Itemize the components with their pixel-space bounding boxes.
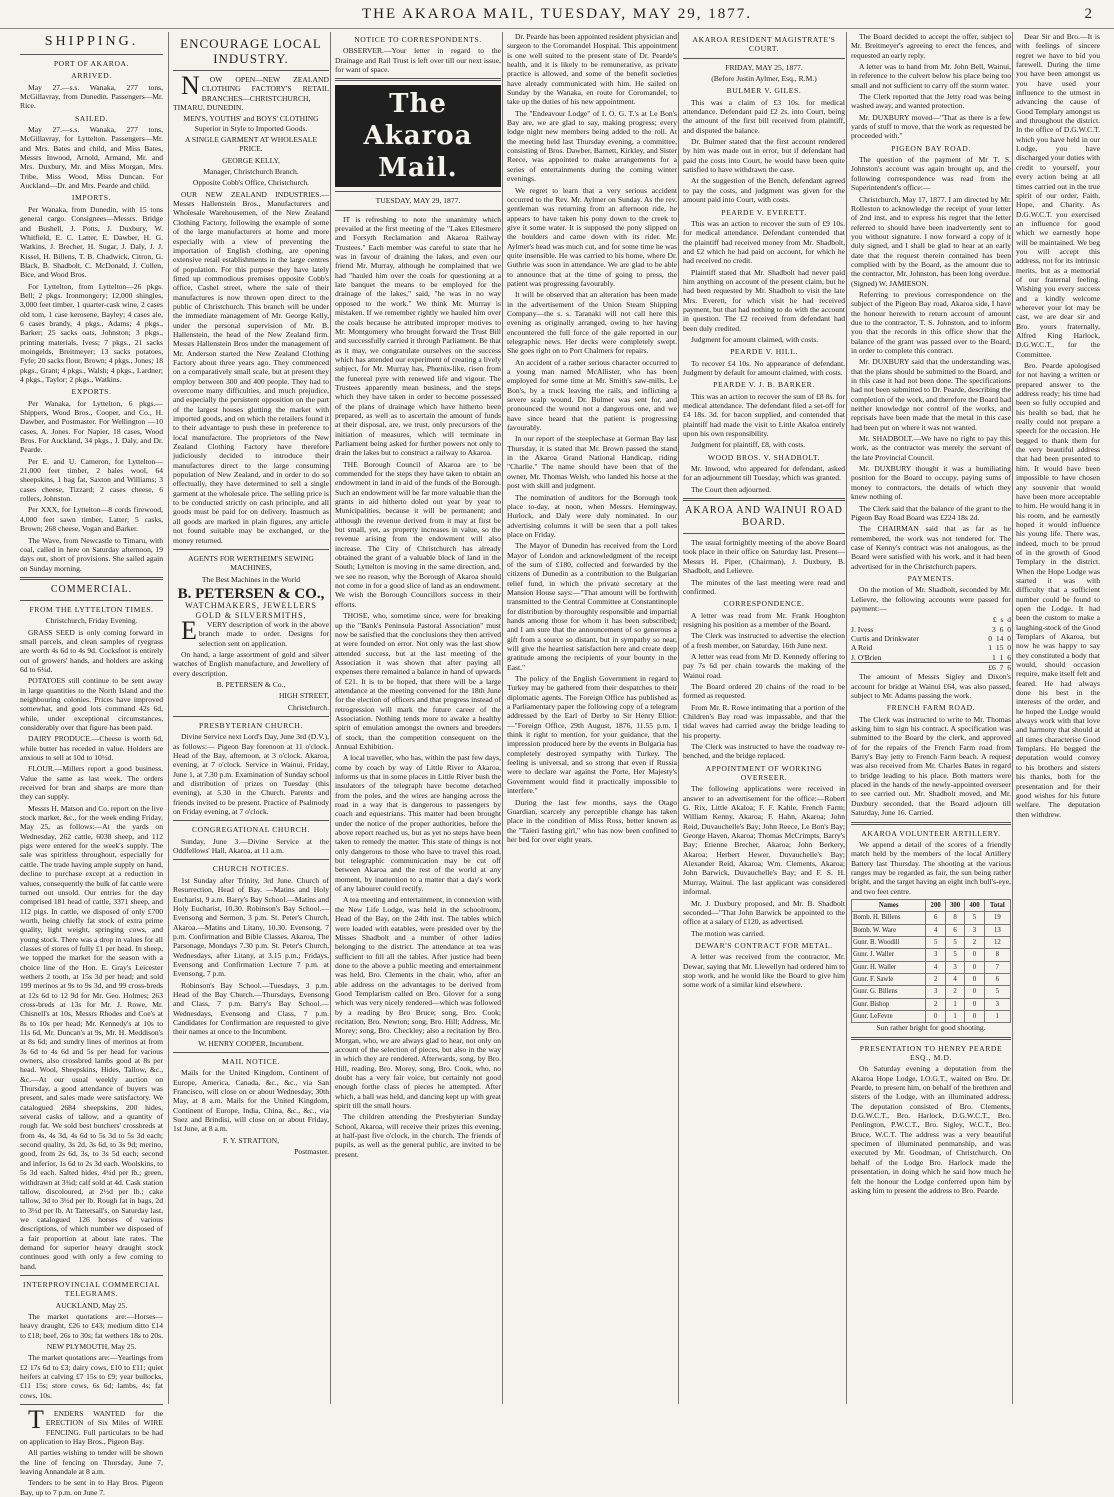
court-heading: AKAROA RESIDENT MAGISTRATE'S COURT. [692, 35, 836, 54]
road-board-text: The Board decided to accept the offer, subject to Mr. Breitmeyer's agreeing to erect the fences, and requested an early reply. [851, 32, 1011, 60]
col-400: 400 [965, 899, 984, 911]
divider [173, 820, 329, 821]
score-cell-a: 2 [926, 998, 945, 1010]
page-header-title: THE AKAROA MAIL, TUESDAY, MAY 29, 1877. [362, 6, 752, 22]
score-cell-name: Gunr. H. Waller [852, 961, 926, 973]
column-presentation-cont [1012, 32, 1103, 1404]
score-cell-t: 5 [984, 986, 1010, 998]
score-cell-name: Gunr. G. Billens [852, 986, 926, 998]
commercial-text: FLOUR.—Millers report a good business. Value the same as last week. The orders received for bran and sharps are more than they can supply. [20, 764, 163, 802]
road-board-text: The motion was carried. [691, 928, 765, 938]
score-cell-t: 13 [984, 924, 1010, 936]
petersen-body-2: On hand, a large assortment of gold and silver watches of English manufacture, and Jewellery of every description. [173, 649, 329, 678]
divider [20, 1275, 163, 1276]
col-300: 300 [945, 899, 964, 911]
divider [173, 549, 329, 550]
score-cell-t: 3 [984, 998, 1010, 1010]
encourage-heading: ENCOURAGE LOCAL INDUSTRY. [180, 36, 322, 66]
payments-heading: PAYMENTS. [907, 573, 955, 583]
road-board-text: Mr. DUXBURY said that the understanding was, that the plans should be submitted to the Board, and in this case it had not been done. The specifications had not been submitted to Dr. Pearde, describing the completion of the work, and therefore the Board had neither knowledge nor control of the works, and reprisals have been made that the metal in this case had been put on where it was not wanted. [851, 357, 1011, 432]
road-board-text: The question of the payment of Mr T. S. Johnston's account was again brought up, and the following correspondence was read from the Superintendent's office:— [851, 155, 1011, 193]
score-cell-c: 3 [965, 924, 984, 936]
col-pounds: £ [992, 615, 997, 625]
payments-col-header [851, 615, 1011, 624]
score-cell-t: 7 [984, 961, 1010, 973]
payments-intro: On the motion of Mr. Shadbolt, seconded by Mr. Lelievre, the following accounts were passed for payment:— [851, 585, 1011, 613]
exports-heading: EXPORTS. [71, 387, 112, 397]
score-cell-a: 4 [926, 961, 945, 973]
case-text: This was an action to recover the sum of £8 8s. for medical attendance. The defendant filed a set-off for £4 18s. 3d. for bacon supplied, and contended that plaintiff had made the visit to Little Akaloa entirely upon his own responsibility. [683, 391, 845, 439]
leader-paragraph: THOSE, who, sometime since, were for breaking up the "Bank's Peninsula Pastoral Association" must now be satisfied that the conclusions they then arrived at were founded on error. Not only was the last show attended success, but at the last meeting of the Association it was shown that after paying all expenses there remained a balance in hand of upwards of £21. It is to be hoped, that there will be a large attendance at the meeting convened for the 18th June for the election of officers and that progress instead of retrogression will mark the future career of the Association. Nothing tends more to awake a healthy spirit of emulation amongst the owners and breeders of stock, than the competition consequent on the Annual Exhibition. [335, 611, 501, 751]
payments-text: The Clerk was instructed to write to Mr. Thomas asking him to sign his contract. A specification was submitted to the Board by the clerk, and approved of for the repairs of the French Farm road from Barry's Bay jetty to French Farm beach. A request was also received from Mr. Charles Bates in regard to bridge leading to his place. Both matters were placed in the hands of the newly-appointed overseer to see carried out. Mr. Shadbolt moved, and Mr. Duxbury seconded, that the Board adjourn till Saturday, June 16. Carried. [851, 714, 1011, 818]
score-table [851, 899, 1011, 1023]
amount-pence: 0 [1007, 643, 1011, 653]
divider [20, 600, 163, 601]
score-cell-name: Gunr. LeFevre [852, 1011, 926, 1023]
arrived-text: May 27.—s.s. Wanaka, 277 tons, McGillavray, from Dunedin. Passengers—Mr. Rice. [20, 82, 163, 111]
congregational-heading: CONGREGATIONAL CHURCH. [192, 825, 310, 835]
col-total: Total [984, 899, 1010, 911]
score-cell-a: 2 [926, 973, 945, 985]
case-text: The Court then adjourned. [691, 484, 772, 494]
subheading: FRENCH FARM ROAD. [886, 703, 976, 713]
news-paragraph: It will be observed that an alteration has been made in the advertisement of the Union Steam Shipping Company—the s. s. Taranaki will not call here this evening as originally arranged, owing to her having encountered the full force of the gale reported in our telegraphic news. Her decks were completely swept. She goes right on to Port Chalmers for repairs. [507, 290, 677, 356]
mail-signature: F. Y. STRATTON, [222, 1135, 279, 1145]
presentation-heading: PRESENTATION TO HENRY PEARDE ESQ., M.D. [859, 1043, 1003, 1063]
port-heading: PORT OF AKAROA. [53, 59, 130, 68]
amount-pounds: 1 [992, 652, 996, 662]
telegrams-heading: INTERPROVINCIAL COMMERCIAL TELEGRAMS. [22, 1279, 161, 1299]
score-cell-name: Gunr. B. Woodill [852, 936, 926, 948]
telegrams-text: The market quotations are:—Horses—heavy draught, £26 to £43; medium ditto £14 to £18; beef, 26s to 30s; fat wethers 18s to 20s. [20, 1311, 163, 1340]
divider [20, 577, 163, 580]
case-text: This was an action to recover the sum of £9 10s. for medical attendance. Defendant contended that the plaintiff had received money from Mr. Shadbolt, and £2 which he had paid on account, for which he had received no credit. [683, 218, 845, 266]
subheading: PIGEON BAY ROAD. [891, 143, 971, 153]
leader-paragraph: A local traveller, who has, within the past few days, come by coach by way of Little River to Akaroa, informs us that in some places in Little River bush the insulators of the telegraph have become detached from the poles, and the wires are hanging across the road in a way that is dangerous to passengers by coach and equestrians. This matter had been brought under the notice of the proper authorities, before the above report reached us, but as yet no steps have been taken to remedy the matter. This state of things is not only dangerous to those who have to travel this road, but telegraphic communication may be cut off between Akaroa and the rest of the world at any moment, by inattention to a matter that a day's work of any labourer could rectify. [335, 753, 501, 894]
court-before: (Before Justin Aylmer, Esq., R.M.) [711, 74, 817, 84]
total-shillings: 7 [999, 663, 1004, 672]
amount-shillings: 14 [995, 633, 1004, 643]
score-cell-b: 5 [945, 949, 964, 961]
road-board-text: The Clerk was instructed to have the roadway re-benched, and the bridge replaced. [683, 742, 845, 761]
road-board-text: A letter was read from Mr D. Kennedy offering to pay 7s 6d per chain towards the making of the Wainui road. [683, 651, 845, 680]
wertheim-heading: AGENTS FOR WERTHEIM'S SEWING MACHINES, [188, 553, 314, 573]
church-heading: CHURCH NOTICES. [212, 864, 290, 874]
total-pounds: £6 [988, 663, 996, 672]
divider [173, 1052, 329, 1053]
news-paragraph: The "Endeavour Lodge" of I. O. G. T.'s at Le Bon's Bay are, we are glad to say, making progress; every lodge night new members being added to the roll. At the meeting held last Thursday evening, a committee, consisting of Bros. Dawber, Barnett, Kirkley, and Sister Reece, was appointed to make arrangements for a series of entertainments during the coming winter evenings. [507, 108, 677, 184]
news-paragraph: An accident of a rather serious character occurred to a young man named McAllister, who has been employed for some time at Mr. Smith's saw-mills, Le Bon's, by a truck leaving the rails, and inflicting a severe scalp wound. Dr. Bulmer was sent for, and pronounced the wound not a dangerous one, and we have since heard that the patient is progressing favourably. [507, 357, 677, 433]
score-cell-b: 5 [945, 936, 964, 948]
imports-text-2: For Lyttelton, from Lyttelton—26 pkgs. Bell; 2 pkgs. Ironmongery; 12,000 shingles, 3,000 feet timber, 1 quarter-cask wine, 2 cases old tom, 1 case kerosene, Bayley; 4 cases ale, 6 cases brandy, 4 pkgs., Adams; 4 pkgs., Barker; 25 sacks oats, Johnston; 3 pkgs., printing materials, Ivess; 7 pkgs., 21 sacks moingelds, Breitmeyer; 13 sacks potatoes, Fyfe; 20 sacks flour, Brown; 4 pkgs., Jones; 18 pkgs., Grant; 4 pkgs., Walsh; 4 pkgs., Lardner; 4 pkgs., Taylor; 2 pkgs., Watkins. [20, 281, 163, 384]
sailed-heading: SAILED. [74, 113, 109, 123]
case-title: WOOD BROS. V. SHADBOLT. [707, 452, 821, 462]
case-text: Judgment for amount claimed, with costs. [691, 334, 819, 344]
artillery-note: Sun rather bright for good shooting. [876, 1023, 986, 1033]
score-cell-a: 3 [926, 949, 945, 961]
clothing-ad-address: Opposite Cobb's Office, Christchurch. [192, 178, 310, 188]
clothing-ad-manager-title: Manager, Christchurch Branch. [203, 167, 299, 177]
commercial-text: GRASS SEED is only coming forward in small parcels, and clean samples of ryegrass are worth 4s 6d to 4s 9d. Cocksfoot is entirely out of growers' hands, and holders are asking 6d to 6¼d. [20, 627, 163, 674]
score-cell-b: 8 [945, 912, 964, 924]
payments-text: The amount of Messrs Sigley and Dixon's account for bridge at Wainui £64, was also passed, subject to Mr. Adams passing the work. [851, 672, 1011, 701]
mail-body: Mails for the United Kingdom, Continent of Europe, America, Canada, &c., &c., via San Francisco, will close on or about Wednesday, 30th May, at 8 a.m. Mails for the United Kingdom, Continent of Europe, India, China, &c., &c., via Suez and Brindisi, will close on or about Friday, 1st June, at 8 a.m. [173, 1068, 329, 1134]
clothing-ad-manager: GEORGE KELLY, [222, 155, 280, 165]
petersen-body: EVERY description of work in the above branch made to order. Designs for selection sent on application. [181, 615, 329, 648]
news-paragraph: Dr. Pearde has been appointed resident physician and surgeon to the Coromandel Hospital. This appointment is one well suited to the present state of Dr. Pearde's health, and it is likely to be remunerative, as private practice is allowed, and some of the benefit societies have already communicated with him. He sailed on Sunday by the Wanaka, en route for Coromandel, to take up the duties of his new appointment. [507, 32, 677, 107]
page-number: 2 [1084, 6, 1092, 22]
road-board-text: A letter was received from the contractor, Mr. Dewar, saying that Mr. Llewellyn had ordered him to stop work, and he would like the Board to give him some work of a similar kind elsewhere. [683, 952, 845, 990]
road-board-text: Christchurch, May 17, 1877. I am directed by Mr. Rolleston to acknowledge the receipt of your letter of 2nd inst, and to express his regret that the letter referred to should have been inadvertently sent to you without signature. I now forward a copy of it duly signed, and I shall be glad to hear at an early date that the request therein contained has been complied with by the Board, as the amount due to the contractor, Mr. Johnston, has been long overdue. (Signed) W. JAMIESON. [851, 194, 1011, 288]
score-cell-t: 1 [984, 1011, 1010, 1023]
road-board-text: Referring to previous correspondence on the subject of the Pigeon Bay road, Akaroa side, I have the honour herewith to return account of amount due to the contractor, T. S. Johnston, and to inform you that the records in this office show that the balance of the grant was passed over to the Board, in order to complete this contract. [851, 289, 1011, 355]
leader-paragraph: A tea meeting and entertainment, in connexion with the New Life Lodge, was held in the schoolroom, Head of the Bay, on the 24th inst. The tables which were loaded with eatables, were presided over by the Misses Shadbolt and a number of other ladies belonging to the district. The attendance at tea was sufficient to fill all the tables. After justice had been done to the above a public meeting and entertainment was held, Bro. Clements in the chair, who, after an able address on the advantages to be derived from Good Templarism called on Bro. Glover for a song which was very nicely rendered—which was followed by a reading by Bro Bruce; song, Bro. Cook; recitation, Bro. Newton; song, Bro. Hill; Address, Mr. Morey; song, Bro. Checkley; also a recitation by Bro. Morgan, who, we are always glad to hear, not only on account of the selection of pieces, but also in the way in which they are rendered. Afterwards, song, by Bro. Hill, reading, Bro. Morey, song, Bro. Cook, who, no doubt has a very fair voice, but certainly not good enough forthe class of pieces he attempted. After which, a ball was held, and dancing kept up with great spirit till the small hours. [335, 895, 501, 1111]
church-body: 1st Sunday after Trinity, 3rd June. Church of Resurrection, Head of Bay. —Matins and Holy Eucharist, 9 a.m. Barry's Bay School.—Matins and Holy Eucharist, 10.30. Robinson's Bay School.—Evensong and Sermon, 3 p.m. St. Peter's Church, Akaroa.—Matins and Litany, 10.30. Evensong, 7 p.m. Confirmation and Bible Classes. Akaroa, The Parsonage, Mondays 7.30 p.m. St. Peter's Church, Wednesdays, after Litany, at 3.15 p.m.; Fridays, Evensong and Confirmation Lecture 7 p.m. at Evensong, 7 p.m. [173, 875, 329, 979]
clothing-ad-single: A SINGLE GARMENT AT WHOLESALE PRICE. [184, 135, 318, 154]
road-board-text: Mr. SHADBOLT.—We have no right to pay this work, as the contractor was merely the servant of the late Provincial Council. [851, 434, 1011, 462]
presentation-text: Bro. Pearde apologised for not having a written or prepared answer to the address ready; his time had been so fully occupied and his health so bad, that he really could not prepare a speech for the occasion. He begged to thank them for the very beautiful address that had been presented to him. It would have been impossible to have chosen any souvenir that would have been more acceptable to him. He would hang it in his room, and he earnestly hoped it would influence his young life. There was, indeed, much to be proud of in the growth of Good Templary in the district. When the Hope Lodge was started it was with difficulty that a sufficient number could be found to open the Lodge. It had been the custom to make a laughing-stock of the Good Templars of Akaroa, but now he was happy to say they constituted a body that would, should occasion require, make itself felt and feared. He had always done his best in the interests of the order, and he hoped the Lodge would always work with that love and harmony that should at all times characterise Good Templars. He begged the deputation would convey to his brothers and sisters his thanks, both for the presentation and for their good wishes for his future welfare. The deputation then withdrew. [1016, 361, 1100, 819]
score-row [852, 986, 1011, 998]
column-advertisements [168, 32, 333, 1404]
divider [335, 191, 501, 192]
mail-heading: MAIL NOTICE. [222, 1057, 280, 1066]
case-title: PEARDE V. J. B. BARKER. [713, 380, 815, 390]
divider [683, 498, 845, 501]
telegrams-dateline: NEW PLYMOUTH, May 25. [46, 1342, 137, 1351]
column-shipping [20, 32, 167, 1497]
score-row [852, 1011, 1011, 1023]
clothing-ad-body: OUR NEW ZEALAND INDUSTRIES.—Messrs Hallenstein Bros., Manufacturers and Wholesale Warehousemen, of the New Zealand Clothing Factory, following the example of some of the large manufacturers at home and more especially with a view of preventing the importation of English clothing, are opening extensive retail establishments in the large centres of population. For this purpose they have lately fitted up commodious premises opposite Cobb's office, Cashel street, where the sale of their manufactures is now thrown open direct to the public of Christchurch. This branch will be under the immediate management of Mr. George Kelly, under the personal supervision of Mr. B. Hallenstein, the head of the New Zealand firm. Messrs Hallenstein Bros under the management of Mr. Anderson started the New Zealand Clothing Factory about three years ago. They commenced on a comparatively small scale, but at present they employ between 300 and 400 people. They had to overcome many difficulties, and much prejudice, and especially the persistent opposition on the part of the largest houses glutting the market with imported goods, and on which the retailers found it to their advantage to push these in preference to local manufacture. The proprietors of the New Zealand Clothing Factory have therefore judiciously decided to introduce their manufactures direct to the large consuming population of New Zealand, and in order to do so effectually, they have determined to sell a single garment at the wholesale price. The selling price is to be conducted strictly on cash principle, and all goods must be paid for on delivery. Inasmuch as all goods are marked in plain figures, any article not found suitable may be exchanged, or the money returned. [173, 189, 329, 545]
col-200: 200 [926, 899, 945, 911]
commercial-dateline: Christchurch, Friday Evening. [45, 616, 138, 626]
col-names: Names [852, 899, 926, 911]
clothing-ad-goods: MEN'S, YOUTHS' and BOYS' CLOTHING Superior in Style to Imported Goods. [183, 114, 319, 133]
payee: J. O'Brien [851, 652, 882, 662]
commercial-text: Messrs H. Matson and Co. report on the live stock market, &c., for the week ending Friday, May 25, as follows:—At the yards on Wednesday, 262 cattle, 6038 sheep, and 112 pigs were entered for the week's supply. The sale was spiritless throughout, especially for cattle. The trade having ample supply on hand, decline to purchase except at a reduction in values, consequently the bulk of fat cattle were turned out unsold. Our entries for the day comprised 181 head of cattle, 3371 sheep, and 112 pigs. In cattle, we disposed of only £700 worth, being chiefly fat stock of extra prime quality, light weight, springing cows, and young stock. There was a drop in values for all classes of stores of fully £1 per head. In sheep, we topped the market for the season with a choice line of the Hon. E. Gray's Leicester wethers 2 tooth, at 15s 3d per head; and sold 199 merinos at 9s to 9s 3d, and 99 cross-breds at 12s 6d to 12 9d for Mr. Geo. Holmes; 263 cross-breds at 13s for Mr. J. Rowe, Mr. Chisnell's at 10s, Messrs Rhodes and Coe's at 8s to 10s per head; Mr. Kennedy's at 10s to 11s 6d, Mr. Duncan's at 9s, Mr. H. Meddison's at 8s 6d; and sundry lines of merinos at from 3s 6d to 4s 6d and 5s per head for various owners, also crossbred lambs good at 8s per head. Wool, Sheepskins, Hides, Tallow, &c., &c.—At our usual weekly auction on Thursday, a good attendance of buyers was present, and sales made were satisfactory. We catalogued 2684 sheepskins, 200 hides, several casks of tallow, and a quantity of rough fat. We sold best butchers' crossbreds at from 4s, 4s 3d, 4s 6d to 5s 3d to 5s 3d each; second quality, 3s 2d, 3s 6d, to 3s 9d; merino, good, from 2s 6d, 3s, to 3s 5d each; second and inferior, 1s 6d to 2s 3d each. Woolskins, to 5s 3d each. Salted hides, 4¼d per lb.; green, withdrawn at 3¾d; calf sold at 4d. Cask station tallow, discoloured, at 2½d per lb.; cake tallow, 3d to 3½d per lb. Rough fat in bags, 2d to 3½d per lb. At Tattersall's, on Saturday last, we catalogued 126 horses of various descriptions, of which number we disposed of a fair proportion at about late rates. The demand for superior heavy draught stock continues good with only a few coming to hand. [20, 803, 163, 1271]
church-signature: W. HENRY COOPER, Incumbent. [198, 1038, 304, 1048]
score-cell-a: 4 [926, 924, 945, 936]
score-cell-b: 1 [945, 998, 964, 1010]
divider [173, 716, 329, 717]
clothing-ad-open: NOW OPEN—NEW ZEALAND CLOTHING FACTORY'S RETAIL BRANCHES—CHRISTCHURCH, TIMARU, DUNEDIN. [173, 71, 329, 113]
score-cell-c: 0 [965, 949, 984, 961]
road-board-text: The Clerk was instructed to advertise the election of a fresh member, on Saturday, 16th June next. [683, 631, 845, 650]
score-cell-t: 19 [984, 912, 1010, 924]
court-date: FRIDAY, MAY 25, 1877. [725, 62, 803, 72]
score-row [852, 912, 1011, 924]
petersen-trade: WATCHMAKERS, JEWELLERS GOLD & SILVERSMITHS, [185, 601, 317, 620]
congregational-body: Sunday, June 3.—Divine Service at the Oddfellows' Hall, Akaroa, at 11 a.m. [173, 836, 329, 856]
newspaper-title: The Akaroa Mail. [335, 85, 501, 187]
exports-text-2: Per E. and U. Cameron, for Lyttelton—21,000 feet timber, 2 bales wool, 64 sheepskins, 1 bag fat, Saxton and Williams; 3 cases cheese, Tizzard; 2 cases cheese, 6 rollers, Johnston. [20, 456, 163, 504]
road-board-text: The Board ordered 20 chains of the road to be formed as requested. [683, 681, 845, 701]
score-row [852, 936, 1011, 948]
case-text: Judgment for plaintiff, £8, with costs. [691, 440, 806, 450]
artillery-intro: We append a detail of the scores of a friendly match held by the members of the local Artillery Battery last Thursday. The shooting at the various ranges may be regarded as fair, the sun being rather bright, and the target having an eight inch bull's-eye, and two feet centre. [851, 839, 1011, 896]
score-row [852, 973, 1011, 985]
payment-row [851, 634, 1011, 643]
news-paragraph: The policy of the English Government in regard to Turkey may be gathered from their despatches to their diplomatic agents. The Foreign Office has published as a Parliamentary paper the following copy of a telegram addressed by the Earl of Derby to Sir Henry Elliot:—"Foreign Office, 29th August, 1876, 11.55 p.m. I think it right to mention, for your guidance, that the impression produced here by the events in Bulgaria has completely destroyed sympathy with Turkey. The feeling is universal, and so strong that even if Russia were to declare war against the Porte, Her Majesty's Government would find it practically impossible to interfere." [507, 674, 677, 796]
score-cell-name: Gunr. Bishop [852, 998, 926, 1010]
score-cell-a: 5 [926, 936, 945, 948]
score-cell-t: 12 [984, 936, 1010, 948]
leader-paragraph: THE Borough Council of Akaroa are to be commended for the steps they have taken to obtain an endowment in land in aid of the funds of the Borough. Such an endowment will be far more valuable than the grants in aid hitherto doled out year by year to Municipalities, because it will be permanent; and although the revenue derived from it may at first be but small, yet, as property increases in value, so the revenue arising from the endowment will also increase. The City of Christchurch has already obtained the grant of a valuable block of land in the South; Lyttelton is moving in the same direction, and, we see no reason, why the Borough of Akaroa should not come in for a good slice of land as an endowment. We wish the Borough Councillors success in their efforts. [335, 459, 501, 609]
case-title: PEARDE V. EVERETT. [721, 207, 807, 217]
total-pence: 6 [1007, 663, 1011, 672]
score-cell-c: 5 [965, 912, 984, 924]
score-cell-name: Gunr. F. Sawle [852, 973, 926, 985]
score-header [852, 899, 1011, 911]
score-cell-c: 0 [965, 961, 984, 973]
score-cell-t: 6 [984, 973, 1010, 985]
road-board-text: The Clerk reported that the Jetty road was being washed away, and wanted protection. [851, 92, 1011, 111]
column-leader [330, 32, 505, 1404]
case-text: Dr. Bulmer stated that the first account rendered by him was made out in error, but if defendant had paid the costs into Court, he would have been quite satisfied to have withdrawn the case. [683, 137, 845, 175]
score-cell-a: 3 [926, 986, 945, 998]
church-body-2: Robinson's Bay School.—Tuesdays, 3 p.m. Head of the Bay Church.—Thursdays, Evensong and Class, 7 p.m. Barry's Bay School.—Wednesdays, Evensong and Class, 7 p.m. Candidates for Confirmation are requested to give their names at once to the Incumbent. [173, 980, 329, 1037]
news-paragraph: We regret to learn that a very serious accident occurred to the Rev. Mr. Aylmer on Sunday. As the rev. gentleman was returning from an afternoon ride, he appears to have taken his pony down to the creek to give it some water. It is supposed the pony slipped on the boulders and came down with its rider. Mr. Aylmer's head was much cut, and for some time he was quite insensible. He was carried to his home, where Dr. Guthrie was soon in attendance. We are glad to be able to announce that at the time of going to press, the patient was progressing favourably. [507, 185, 677, 288]
case-text: Mr. Inwood, who appeared for defendant, asked for an adjournment till Tuesday, which was granted. [683, 464, 845, 483]
payment-row [851, 643, 1011, 652]
score-cell-c: 0 [965, 1011, 984, 1023]
payee: Curtis and Drinkwater [851, 633, 919, 643]
score-cell-c: 0 [965, 998, 984, 1010]
presbyterian-body: Divine Service next Lord's Day, June 3rd (D.V.), as follows:— Pigeon Bay forenoon at 11 o'clock. Head of the Bay, afternoon, at 3 o'clock. Akaroa, evening, at 7 o'clock. Service in Wainui, Friday, June 1, at 7.30 p.m. Examination of Sunday school and distribution of prizes on Tuesday (this evening), at 5.30 in the Church. Parents and friends invited to be present. Practice of Psalmody on Friday evening, at 7 o'clock. [173, 732, 329, 817]
score-row [852, 924, 1011, 936]
subheading: APPOINTMENT OF WORKING OVERSEER. [705, 763, 823, 783]
subheading: DEWAR'S CONTRACT FOR METAL. [695, 940, 833, 950]
road-board-text: Mr. DUXBURY moved—"That as there is a few yards of stuff to move, that the work as requested be proceeded with." [851, 112, 1011, 141]
news-paragraph: During the last few months, says the Otago Guardian, scarcely any perceptible change has taken place in the condition of Miss Ross, better known as the "Taieri fasting girl," who has now been confined to her bed for over eight years. [507, 797, 677, 844]
score-cell-a: 0 [926, 1011, 945, 1023]
score-cell-name: Gunr. J. Waller [852, 949, 926, 961]
divider [683, 533, 845, 534]
amount-shillings: 1 [999, 652, 1004, 662]
amount-pounds: 0 [988, 633, 993, 643]
road-board-text: A letter was read from Mr. Frank Houghton resigning his position as a member of the Board. [683, 610, 845, 629]
score-cell-name: Bomb. W. Ware [852, 924, 926, 936]
telegrams-text: The market quotations are:—Yearlings from £2 17s 6d to £3; dairy cows, £10 to £11; quiet heifers at calving £7 15s to £9; year bullocks, £11 15s; store cows, 6s 6d; lambs, 4s; fat cows, 10s. [20, 1353, 163, 1400]
road-board-heading: AKAROA AND WAINUI ROAD BOARD. [685, 505, 843, 529]
road-board-text: The following applications were received in answer to an advertisement for the office:—Robert G. Rix, Little Akaloa; F. F. Kahle, French Farm; William Kenny, Akaroa; F. Hahn, Akaroa; John Reid, Duvauchelle's Bay; John Reece, Le Bon's Bay; George Haven, Akaroa; Thomas McCrimpts, Barry's Bay; Etienne Brecher, Akaroa; John Berkery, Akaroa; Herbert Hewer, Duvauchelle's Bay; Alexander Reid, Akaroa; Wm. Clements, Akaroa; John Barwick, Duvauchelle's Bay; and F. S. H. Murray, Wainui. The last applicant was considered informal. [683, 784, 845, 897]
score-row [852, 998, 1011, 1010]
case-text: To recover £4 10s. No appearance of defendant. Judgment by default for amount claimed, with costs. [683, 358, 845, 377]
column-court [678, 32, 849, 1404]
commercial-source: FROM THE LYTTELTON TIMES. [29, 604, 154, 614]
score-cell-t: 8 [984, 949, 1010, 961]
news-paragraph: In our report of the steeplechase at German Bay last Thursday, it is stated that Mr. Brown passed the stand in the Akaroa Grand National Handicap, riding "Charlie." The name should have been that of the owner, Mr. Thomas Welsh, who landed his horse at the post with skill and judgment. [507, 434, 677, 491]
score-cell-c: 0 [965, 986, 984, 998]
petersen-signature: B. PETERSEN & Co., [216, 679, 286, 689]
presentation-text: On Saturday evening a deputation from the Akaroa Hope Lodge, I.O.G.T., waited on Bro. Dr. Pearde, to present him, on behalf of the brethren and sisters of the Lodge, with an illuminated address. The deputation consisted of Bro. Clements, D.G.W.C.T., Bro. Harlock, D.G.W.C.T., Bro. Penlington, P.W.C.T., Bro. Sigley, W.C.T., Bro. Bruce, W.C.T. The address was a very beautiful specimen of illuminated penmanship, and was executed by Mr. Goodman, of Christchurch. On behalf of the Lodge Bro. Harlock made the presentation, in doing which he said how much he felt the honour the Lodge conferred upon him by asking him to present the address to Bro. Pearde. [851, 1064, 1011, 1195]
divider [20, 54, 163, 55]
telegrams-dateline: AUCKLAND, May 25. [55, 1300, 128, 1310]
page-header [0, 0, 1114, 29]
divider [335, 78, 501, 81]
petersen-town: Christchurch. [287, 702, 329, 712]
road-board-text: A letter was to hand from Mr. John Bell, Wainui, in reference to the culvert below his place being too small and not sufficient to carry off the storm water. [851, 62, 1011, 90]
amount-pounds: 1 [988, 643, 993, 653]
road-board-text: From Mr. R. Rowe intimating that a portion of the Children's Bay road was impassable, and that the tidal waves had carried away the bridge leading to his property. [683, 702, 845, 740]
divider [683, 58, 845, 59]
imports-heading: IMPORTS. [71, 193, 112, 203]
payment-row [851, 653, 1011, 662]
road-board-text: Mr. J. Duxbury proposed, and Mr. B. Shadbolt seconded—"That John Barwick be appointed to the office at a salary of £120, as advertised. [683, 898, 845, 927]
column-news [502, 32, 681, 1404]
amount-shillings: 15 [995, 643, 1004, 653]
petersen-name: B. PETERSEN & CO., [177, 585, 325, 602]
score-row [852, 961, 1011, 973]
subheading: CORRESPONDENCE. [723, 599, 805, 609]
score-cell-b: 4 [945, 973, 964, 985]
col-shillings: s [1000, 615, 1004, 625]
road-board-text: The CHAIRMAN said that as far as he remembered, the work was not tendered for. The case of Kenny's contract was not analogous, as the Board were satisfied with his work, and it had been advertised for in the Christchurch papers. [851, 524, 1011, 571]
amount-pence: 0 [1007, 633, 1011, 643]
road-board-text: The Clerk said that the balance of the grant to the Pigeon Bay Road Board was £224 18s 2d. [851, 503, 1011, 522]
score-cell-c: 0 [965, 973, 984, 985]
case-text: This was a claim of £3 10s. for medical attendance. Defendant paid £2 2s. into Court, being the amount of the first bill received from plaintiff, and disputed the balance. [683, 97, 845, 135]
wave-text: The Wave, from Newcastle to Timaru, with coal, called in here on Saturday afternoon, 19 days out, short of provisions. She sailed again on Sunday morning. [20, 535, 163, 573]
shipping-heading: SHIPPING. [44, 34, 139, 49]
correspondents-body: OBSERVER.—Your letter in regard to the Drainage and Rail Trust is left over till our next issue, for want of space. [335, 46, 501, 75]
payment-row [851, 625, 1011, 634]
case-title: PEARDE V. HILL. [730, 347, 798, 357]
amount-pence: 6 [1007, 652, 1011, 662]
leader-paragraph: The children attending the Presbyterian Sunday School, Akaroa, will receive their prizes this evening, at half-past five o'clock, in the church. The friends of pupils, as well as the general public, are invited to be present. [335, 1112, 501, 1159]
tenders-ad-text: Tenders to be sent in to Hay Bros. Pigeon Bay, up to 7 p.m. on June 7. [20, 1478, 163, 1497]
divider [851, 1037, 1011, 1040]
exports-text-3: Per XXX, for Lyttelton—8 cords firewood, 4,000 feet sawn timber, Latter; 5 casks, Brown; 268 cheese, Vogan and Barker. [20, 505, 163, 534]
arrived-heading: ARRIVED. [71, 71, 112, 81]
presentation-text: Dear Sir and Bro.—It is with feelings of sincere regret we have to bid you farewell. During the time you have been amongst us you have used your influence to the utmost in advancing the cause of Good Templary amongst us and throughout the district. In the office of D.G.W.C.T. which you have held in our Lodge, you have discharged your duties with credit to yourself, your every action being at all times carried out in the true spirit of our order, Faith, Hope, and Charity. As D.G.W.C.T. you exercised an influence for good which we earnestly hope will be maintained. We beg you will accept this address, not for its intrinsic merits, but as a memorial of our fraternal feeling. Wishing you every success and a kindly welcome wherever your lot may be cast, we are dear sir and Bro. yours fraternally, Alfred King Harlock, D.G.W.C.T., for the Committee. [1016, 32, 1101, 359]
score-cell-b: 3 [945, 961, 964, 973]
commercial-heading: COMMERCIAL. [50, 583, 133, 595]
col-pence: d [1007, 615, 1011, 625]
score-cell-a: 6 [926, 912, 945, 924]
divider [335, 210, 501, 211]
payee: J. Ivess [851, 624, 874, 634]
road-board-text: Mr. DUXBURY thought it was a humiliating position for the Board to occupy, paying sums of money to contractors, the details of which they knew nothing of. [851, 464, 1011, 502]
wertheim-sub: The Best Machines in the World [201, 574, 301, 584]
news-paragraph: The Mayor of Dunedin has received from the Lord Mayor of London and acknowledgment of the receipt of the sum of £180, collected and forwarded by the citizens of Dunedin as a contribution to the Bulgarian relief fund, in which the private secretary at the Mansion House says:—"That amount will be forthwith transmitted to the Central Committee at Constantinople for distribution by thoroughly responsible and impartial hands among those for whom it has been subscribed; and I am sure that the announcement of so generous a gift from a source so distant, but in sympathy so near, will give the heartiest satisfaction here and create deep gratitude among the recipients of your bounty in the East." [507, 541, 677, 672]
mail-signature-title: Postmaster. [294, 1147, 329, 1157]
score-cell-b: 2 [945, 986, 964, 998]
amount-shillings: 6 [999, 624, 1004, 634]
case-text: Plaintiff stated that Mr. Shadbolt had never paid him anything on account of the present claim, but he had been requested by Mr. Shadbolt to visit the late Mrs. Everett, for which visit he had received payment, but that had nothing to do with the account in question. The £2 received from defendant had been duly credited. [683, 267, 845, 333]
imports-text: Per Wanaka, from Dunedin, with 15 tons general cargo. Consignees—Messrs. Bridge and Bushell, J. Potts, J. Duxbury, W. Whitfield, E. C. Latter, E. Dawber, H. G. Watkins, J. Brecher, H. Sugar, J. Daly, J. J. Kissel, H. Billens, T. B. Chadwick, Citron, G. Black, B. Shadbolt, C. McDonald, J. Cullen, Bice, and Wood Bros. [20, 204, 163, 280]
exports-text: Per Wanaka, for Lyttelton, 6 pkgs.—Shippers, Wood Bros., Cooper, and Co., H. Dawber, and Postmaster. For Wellington —10 cases, A. Jones. For Napier, 18 cases, Wood Bros. For Auckland, 34 pkgs., J. Daly, and Dr. Pearde. [20, 398, 163, 455]
news-paragraph: The nomination of auditors for the Borough took place to-day, at noon, when Messrs. Hemingway, Hurlock, and Daly were duly nominated. In our advertising columns it will be seen that a poll takes place on Friday. [507, 492, 677, 539]
score-cell-name: Bomb. H. Billens [852, 912, 926, 924]
score-cell-b: 6 [945, 924, 964, 936]
case-title: BULMER V. GILES. [726, 86, 802, 96]
score-cell-c: 2 [965, 936, 984, 948]
divider [173, 859, 329, 860]
road-board-text: The usual fortnightly meeting of the above Board took place in their office on Saturday last. Present—Messrs H. Piper, (Chairman), J. Duxbury, B. Shadbolt, and Lelievre. [683, 538, 845, 576]
artillery-heading: AKAROA VOLUNTEER ARTILLERY. [861, 828, 1001, 838]
road-board-text: The minutes of the last meeting were read and confirmed. [683, 577, 845, 596]
tenders-ad-text: All parties wishing to tender will be shown the line of fencing on Thursday, June 7, leaving Annandale at 8 a.m. [20, 1448, 163, 1477]
amount-pence: 0 [1007, 624, 1011, 634]
tenders-ad: TENDERS WANTED for the ERECTION of Six Miles of WIRE FENCING. Full particulars to be had on application to Hay Bros., Pigeon Bay. [20, 1405, 163, 1447]
sailed-text: May 27.—s.s. Wanaka, 277 tons, McGillavray, for Lyttelton. Passengers—Mr. and Mrs. Bates and child, and Miss Bates, Messrs Inwood, Arnold, Armand, Mr. and Mrs. Duxbury, Mr. and Miss Morgan, Mrs. Tribe, Miss Wood, Miss Duncan. For Auckland—Dr. and Mrs. Pearde and child. [20, 125, 163, 191]
correspondents-heading: NOTICE TO CORRESPONDENTS. [354, 35, 482, 44]
issue-date: TUESDAY, MAY 29, 1877. [375, 196, 461, 206]
commercial-text: DAIRY PRODUCE.—Cheese is worth 6d, while butter has receded in value. Holders are anxious to sell at 10d to 10½d. [20, 734, 163, 763]
commercial-text: POTATOES still continue to be sent away in large quantities to the North Island and the neighbouring colonies. Prices have improved somewhat, and good lots command 42s 6d, while, under exceptional circumstances, considerably over that figure has been paid. [20, 676, 163, 732]
petersen-address: HIGH STREET, [278, 691, 329, 701]
presbyterian-heading: PRESBYTERIAN CHURCH. [199, 721, 303, 730]
payee: A Reid [851, 643, 873, 653]
score-row [852, 949, 1011, 961]
payment-total [851, 662, 1011, 672]
case-text: At the suggestion of the Bench, defendant agreed to pay the costs, and judgment was given for the amount paid into Court, with costs. [683, 176, 845, 205]
divider [851, 822, 1011, 825]
column-road-board-cont [846, 32, 1015, 1404]
amount-pounds: 3 [992, 624, 996, 634]
score-cell-b: 1 [945, 1011, 964, 1023]
leader-paragraph: IT is refreshing to note the unanimity which prevailed at the first meeting of the "Lakes Ellesmere and Forsyth Reclamation and Akaroa Railway Trustees." Each member was careful to state that he was in favour of draining the lakes, and even our friend Mr. Murray, although he complained that we had "hauled him over the coals for questioning at a late banquet the means to be employed for the drainage of the lakes," said, "he was in no way opposed to the work." We think Mr. Murray is mistaken. If we remember rightly we hauled him over the coals because he attributed improper motives to Mr. Montgomery who brought forward the Trust Bill and successfully carried it through Parliament. Be that as it may, we congratulate ourselves on the success which has attended our experiment of creating a lively subject, for Mr. Murray has, Phœnix-like, risen from the funereal pyre with renewed life and vigour. The Trustees apparently mean business, and the steps which they have taken in order to become possessed of the plans of drainage which have hitherto been prepared, as well as to ascertain the amount of funds at their disposal, are, we trust, only precursors of the initiation of measures, which will terminate in Parliament being asked for further powers not only to drain the lakes but to construct a railway to Akaroa. [335, 214, 501, 458]
score-rows [852, 912, 1011, 1023]
